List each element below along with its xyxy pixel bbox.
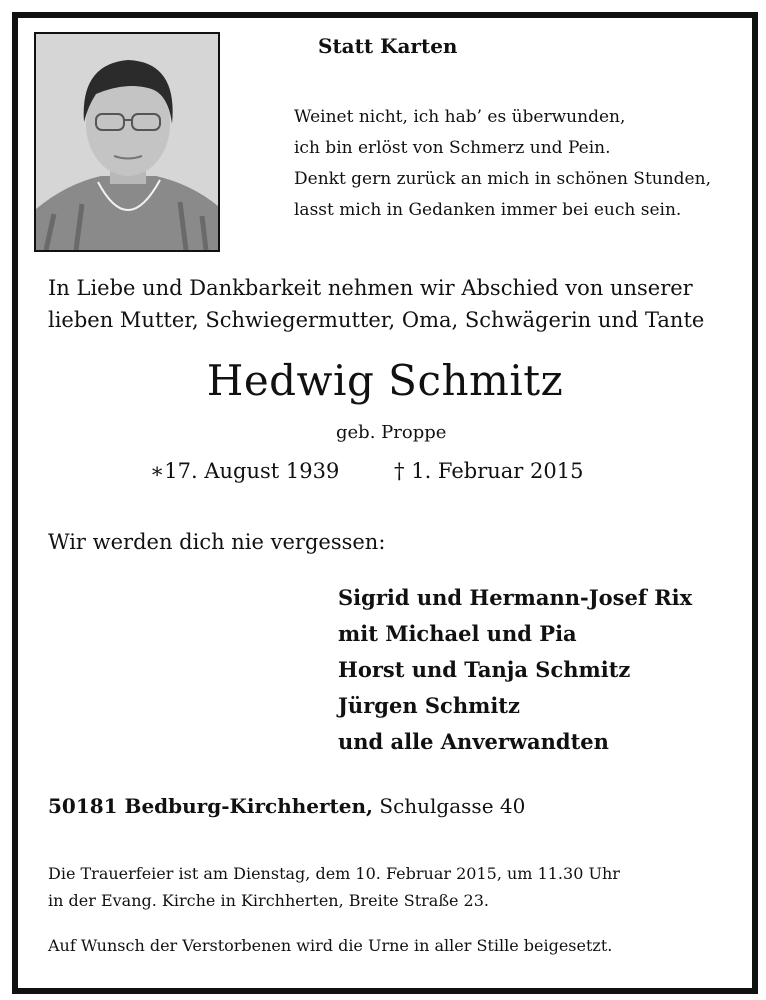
family-member: Jürgen Schmitz [338,693,520,718]
poem-line: lasst mich in Gedanken immer bei euch sein. [294,200,682,220]
intro-line: lieben Mutter, Schwiegermutter, Oma, Schwägerin und Tante [48,308,705,332]
funeral-line: in der Evang. Kirche in Kirchherten, Breite Straße 23. [48,891,489,910]
intro-line: In Liebe und Dankbarkeit nehmen wir Abschied von unserer [48,276,693,300]
obituary-notice [12,12,758,994]
address-street: Schulgasse 40 [379,794,526,818]
poem-line: ich bin erlöst von Schmerz und Pein. [294,138,611,158]
address [48,794,525,818]
address-city: 50181 Bedburg-Kirchherten, [48,794,374,818]
maiden-name: geb. Proppe [336,422,447,443]
poem [294,102,711,226]
deceased-name: Hedwig Schmitz [206,356,564,405]
family-member: mit Michael und Pia [338,621,577,646]
birth-date: ∗17. August 1939 [150,459,340,483]
funeral-line: Die Trauerfeier ist am Dienstag, dem 10. Februar 2015, um 11.30 Uhr [48,864,620,883]
statt-karten-heading: Statt Karten [318,34,458,58]
family-member: und alle Anverwandten [338,729,609,754]
death-date: † 1. Februar 2015 [394,459,584,483]
urne-note: Auf Wunsch der Verstorbenen wird die Urne in aller Stille beigesetzt. [48,936,613,955]
closing-phrase: Wir werden dich nie vergessen: [48,530,386,554]
poem-line: Denkt gern zurück an mich in schönen Stunden, [294,169,711,189]
intro-text [48,272,704,336]
family-member: Horst und Tanja Schmitz [338,657,631,682]
poem-line: Weinet nicht, ich hab’ es überwunden, [294,107,626,127]
family-list [338,580,692,760]
portrait-photo [34,32,220,252]
funeral-info [48,860,620,914]
life-dates [150,459,583,483]
family-member: Sigrid und Hermann-Josef Rix [338,585,693,610]
